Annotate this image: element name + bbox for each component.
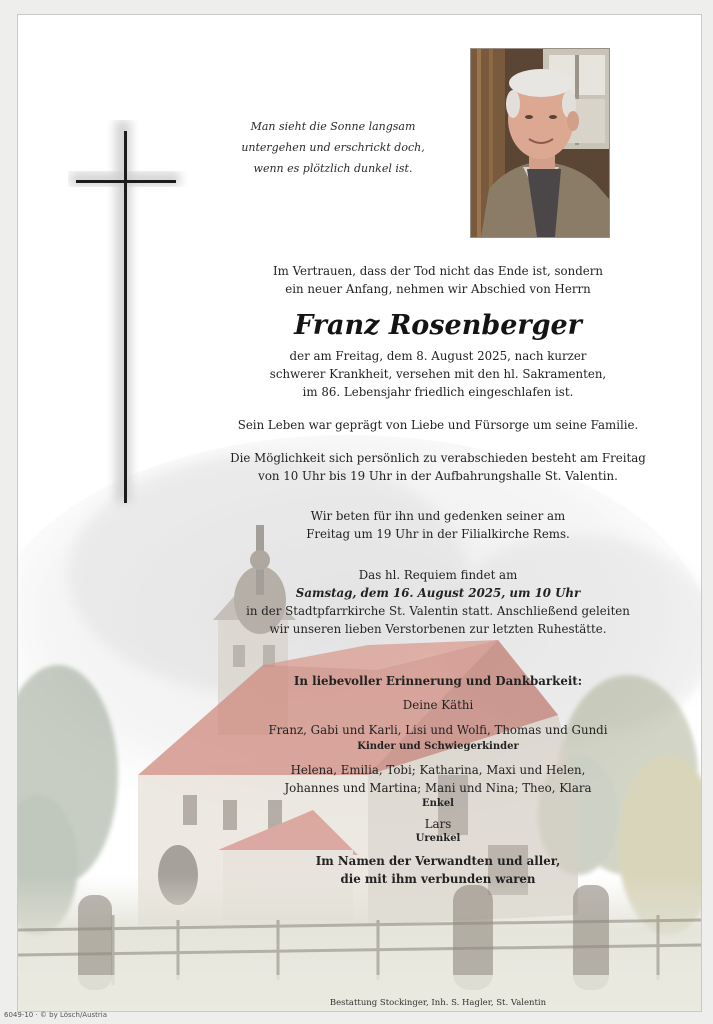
closing-line: die mit ihm verbunden waren — [340, 872, 536, 886]
edition-code: 6049-10 · © by Lösch/Austria — [4, 1011, 108, 1019]
children-label: Kinder und Schwiegerkinder — [357, 741, 519, 752]
closing-line: Im Namen der Verwandten und aller, — [315, 854, 561, 868]
funeral-home-footer: Bestattung Stockinger, Inh. S. Hagler, St. Valentin — [329, 998, 547, 1008]
requiem-line: wir unseren lieben Verstorbenen zur letzten Ruhestätte. — [269, 622, 607, 636]
viewing-line: Die Möglichkeit sich persönlich zu verabschieden besteht am Freitag — [230, 451, 646, 465]
viewing-info — [178, 449, 698, 485]
requiem-date: Samstag, dem 16. August 2025, um 10 Uhr — [295, 586, 581, 600]
deceased-name: Franz Rosenberger — [294, 310, 582, 341]
death-details — [178, 347, 698, 401]
mourner-wife: Deine Käthi — [402, 698, 474, 712]
intro-line: Im Vertrauen, dass der Tod nicht das Ende ist, sondern — [272, 264, 603, 278]
details-line: der am Freitag, dem 8. August 2025, nach kurzer — [289, 349, 587, 363]
life-statement — [178, 416, 698, 434]
prayer-line: Wir beten für ihn und gedenken seiner am — [310, 509, 566, 523]
details-line: schwerer Krankheit, versehen mit den hl. Sakramenten, — [269, 367, 607, 381]
requiem-info — [178, 566, 698, 638]
grandchildren-names: Helena, Emilia, Tobi; Katharina, Maxi und Helen, — [290, 763, 586, 777]
motto-line: untergehen und erschrickt doch, — [241, 141, 425, 154]
grandchildren-names: Johannes und Martina; Mani und Nina; Theo, Klara — [284, 781, 592, 795]
motto-line: wenn es plötzlich dunkel ist. — [253, 162, 413, 175]
mourners-heading: In liebevoller Erinnerung und Dankbarkeit: — [293, 674, 583, 688]
portrait-photo — [470, 48, 610, 238]
grandchildren-label: Enkel — [422, 798, 454, 809]
children-names: Franz, Gabi und Karli, Lisi und Wolfi, Thomas und Gundi — [268, 723, 608, 737]
requiem-line: Das hl. Requiem findet am — [358, 568, 518, 582]
parte-card — [17, 14, 702, 1012]
great-grandchildren-label: Urenkel — [415, 833, 461, 844]
mourners-children — [178, 721, 698, 739]
viewing-line: von 10 Uhr bis 19 Uhr in der Aufbahrungshalle St. Valentin. — [258, 469, 618, 483]
mourner-great-grandchild: Lars — [424, 817, 452, 831]
prayer-line: Freitag um 19 Uhr in der Filialkirche Rems. — [306, 527, 570, 541]
mourners-grandchildren — [178, 761, 698, 797]
cross-symbol — [68, 120, 188, 515]
intro-line: ein neuer Anfang, nehmen wir Abschied von Herrn — [285, 282, 591, 296]
closing-statement — [178, 852, 698, 888]
intro-text — [178, 262, 698, 298]
motto-quote — [208, 116, 458, 179]
requiem-line: in der Stadtpfarrkirche St. Valentin statt. Anschließend geleiten — [246, 604, 630, 618]
motto-line: Man sieht die Sonne langsam — [250, 120, 416, 133]
prayer-info — [178, 507, 698, 543]
details-line: im 86. Lebensjahr friedlich eingeschlafen ist. — [302, 385, 574, 399]
life-line: Sein Leben war geprägt von Liebe und Fürsorge um seine Familie. — [237, 418, 639, 432]
